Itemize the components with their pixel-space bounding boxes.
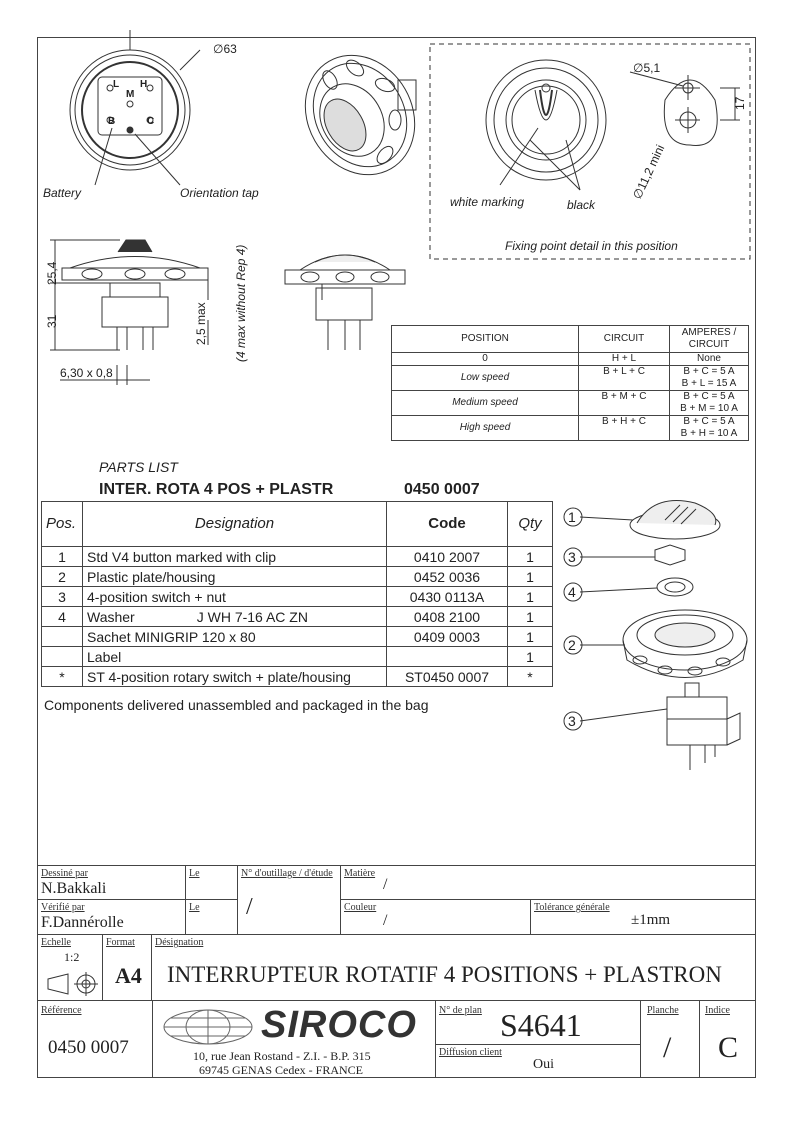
circuit-amperes: B + M = 10 A [680,403,738,414]
parts-row [42,607,553,627]
sheet-value: / [663,1031,672,1064]
header-code: Code [387,502,508,547]
index-cell [699,1000,756,1078]
checked-by-cell [37,899,186,935]
parts-row [42,567,553,587]
exploded-view [555,495,755,785]
black-label: black [567,198,596,212]
part-designation: Std V4 button marked with clip [83,547,387,567]
circuit-header-row [392,326,749,353]
perspective-view-drawing [284,35,436,194]
circuit-amperes: B + C = 5 A [683,391,735,402]
tolerance-label: Tolérance générale [534,902,610,913]
tolerance-value: ±1mm [631,912,671,928]
part-pos: 4 [42,607,83,627]
drawn-date-cell [185,865,238,900]
dim-17: 17 [733,96,747,110]
dim-6-30x0-8: 6,30 x 0,8 [60,366,113,380]
header-position: POSITION [392,326,579,353]
format-label: Format [106,937,135,948]
part-designation: Sachet MINIGRIP 120 x 80 [83,627,387,647]
circuit-position: 0 [392,353,579,366]
dim-25-4: 25,4 [45,261,59,285]
parts-row [42,647,553,667]
circuit-amperes: B + L = 15 A [681,378,737,389]
fixing-point-label: Fixing point detail in this position [505,239,678,253]
terminal-m-label: M [126,89,135,100]
circuit-row [392,416,749,441]
callout-2: 2 [568,637,576,653]
scale-cell [37,934,103,1001]
callout-3: 3 [568,549,576,565]
part-designation: Washer [87,608,135,625]
parts-note: Components delivered unassembled and packaged in the bag [44,697,429,713]
diffusion-cell [435,1044,641,1078]
scale-value: 1:2 [64,950,80,964]
drawn-by-cell [37,865,186,900]
part-designation: Label [83,647,387,667]
callout-1: 1 [568,509,576,525]
circuit-row [392,353,749,366]
white-marking-label: white marking [450,195,525,209]
circuit-amperes: B + C = 5 A [683,366,735,377]
header-designation: Designation [83,502,387,547]
tooling-value: / [246,894,253,920]
callout-3b: 3 [568,713,576,729]
terminal-c-label: C [147,116,155,127]
diffusion-value: Oui [533,1057,554,1072]
fixing-detail-box [430,44,750,259]
circuit-row [392,366,749,391]
designation-cell [151,934,756,1001]
callout-4: 4 [568,584,576,600]
globe-logo-icon [161,1007,256,1047]
dim-31: 31 [45,314,59,328]
parts-row [42,547,553,567]
parts-list-title: INTER. ROTA 4 POS + PLASTR [99,481,334,498]
part-code [387,647,508,667]
index-value: C [718,1031,739,1064]
reference-label: Référence [41,1005,82,1016]
format-value: A4 [115,963,142,988]
part-code: 0430 0113A [387,587,508,607]
circuit-value: B + H + C [579,416,670,441]
part-pos: 3 [42,587,83,607]
index-label: Indice [705,1005,730,1016]
part-code: 0409 0003 [387,627,508,647]
part-qty: 1 [508,607,553,627]
terminal-h-label: H [140,79,148,90]
terminal-b-label: B [108,116,116,127]
parts-row [42,587,553,607]
sheet-cell [640,1000,700,1078]
address-line1: 10, rue Jean Rostand - Z.I. - B.P. 315 [193,1049,371,1063]
part-code: 0452 0036 [387,567,508,587]
color-label: Couleur [344,902,377,913]
section-view-drawing [285,255,405,350]
parts-list-heading: PARTS LIST [99,459,178,475]
format-cell [102,934,152,1001]
front-view-drawing [70,30,200,185]
parts-list-ref-code: 0450 0007 [404,481,480,498]
company-logo-text: SIROCO [261,1004,417,1046]
dim-diameter-5-1: ∅5,1 [633,61,661,75]
part-qty: * [508,667,553,687]
checked-by-label: Vérifié par [41,902,85,913]
part-pos [42,647,83,667]
diffusion-label: Diffusion client [439,1047,502,1058]
designation-label: Désignation [155,937,204,948]
le-label: Le [189,868,200,879]
checked-by-value: F.Dannérolle [41,914,124,931]
fixing-detail-drawing [486,60,740,190]
plan-value: S4641 [500,1007,582,1043]
circuit-position: Medium speed [392,391,579,416]
le-label: Le [189,902,200,913]
part-designation: ST 4-position rotary switch + plate/housing [83,667,387,687]
part-code: ST0450 0007 [387,667,508,687]
material-value: / [383,876,388,893]
part-qty: 1 [508,627,553,647]
scale-label: Echelle [41,937,71,948]
material-cell [340,865,756,900]
header-pos: Pos. [42,502,83,547]
part-pos: * [42,667,83,687]
part-qty: 1 [508,647,553,667]
company-cell [152,1000,436,1078]
tooling-cell [237,865,341,935]
projection-symbol [44,971,100,997]
tooling-label: N° d'outillage / d'étude [241,868,333,879]
part-qty: 1 [508,567,553,587]
circuit-amperes: B + C = 5 A [683,416,735,427]
drawn-by-value: N.Bakkali [41,880,107,897]
checked-date-cell [185,899,238,935]
header-qty: Qty [508,502,553,547]
circuit-position: High speed [392,416,579,441]
dim-2-5-max: 2,5 max [194,302,208,345]
part-qty: 1 [508,587,553,607]
part-designation-extra: J WH 7-16 AC ZN [196,608,308,625]
header-circuit: CIRCUIT [579,326,670,353]
battery-label: Battery [43,186,82,200]
reference-value: 0450 0007 [48,1037,129,1058]
color-value: / [383,912,388,929]
circuit-table [391,325,749,441]
plan-number-cell [435,1000,641,1045]
circuit-value: B + L + C [579,366,670,391]
sheet-label: Planche [647,1005,679,1016]
circuit-position: Low speed [392,366,579,391]
part-designation: Plastic plate/housing [83,567,387,587]
header-amperes: AMPERES / CIRCUIT [670,326,749,353]
dim-diameter-63: ∅63 [213,42,237,56]
address-line2: 69745 GENAS Cedex - FRANCE [199,1063,363,1077]
drawn-by-label: Dessiné par [41,868,88,879]
part-pos: 2 [42,567,83,587]
part-code: 0410 2007 [387,547,508,567]
part-pos: 1 [42,547,83,567]
designation-value: INTERRUPTEUR ROTATIF 4 POSITIONS + PLASTRON [167,962,722,987]
circuit-value: B + M + C [579,391,670,416]
circuit-row [392,391,749,416]
callout-group [564,508,582,730]
reference-cell [37,1000,153,1078]
note-4-max: (4 max without Rep 4) [234,244,248,362]
part-designation: 4-position switch + nut [83,587,387,607]
side-view-drawing [50,240,208,385]
part-pos [42,627,83,647]
color-cell [340,899,531,935]
part-qty: 1 [508,547,553,567]
circuit-value: H + L [579,353,670,366]
parts-header-row [42,502,553,547]
orientation-tap-label: Orientation tap [180,186,259,200]
terminal-l-label: L [113,79,120,90]
dim-diameter-11-2-mini: ∅11,2 mini [630,142,668,202]
parts-row [42,627,553,647]
circuit-amperes: None [670,353,749,366]
parts-row [42,667,553,687]
plan-label: N° de plan [439,1005,482,1016]
tolerance-cell [530,899,756,935]
parts-table [41,501,553,687]
part-code: 0408 2100 [387,607,508,627]
material-label: Matière [344,868,376,879]
circuit-amperes: B + H = 10 A [680,428,738,439]
